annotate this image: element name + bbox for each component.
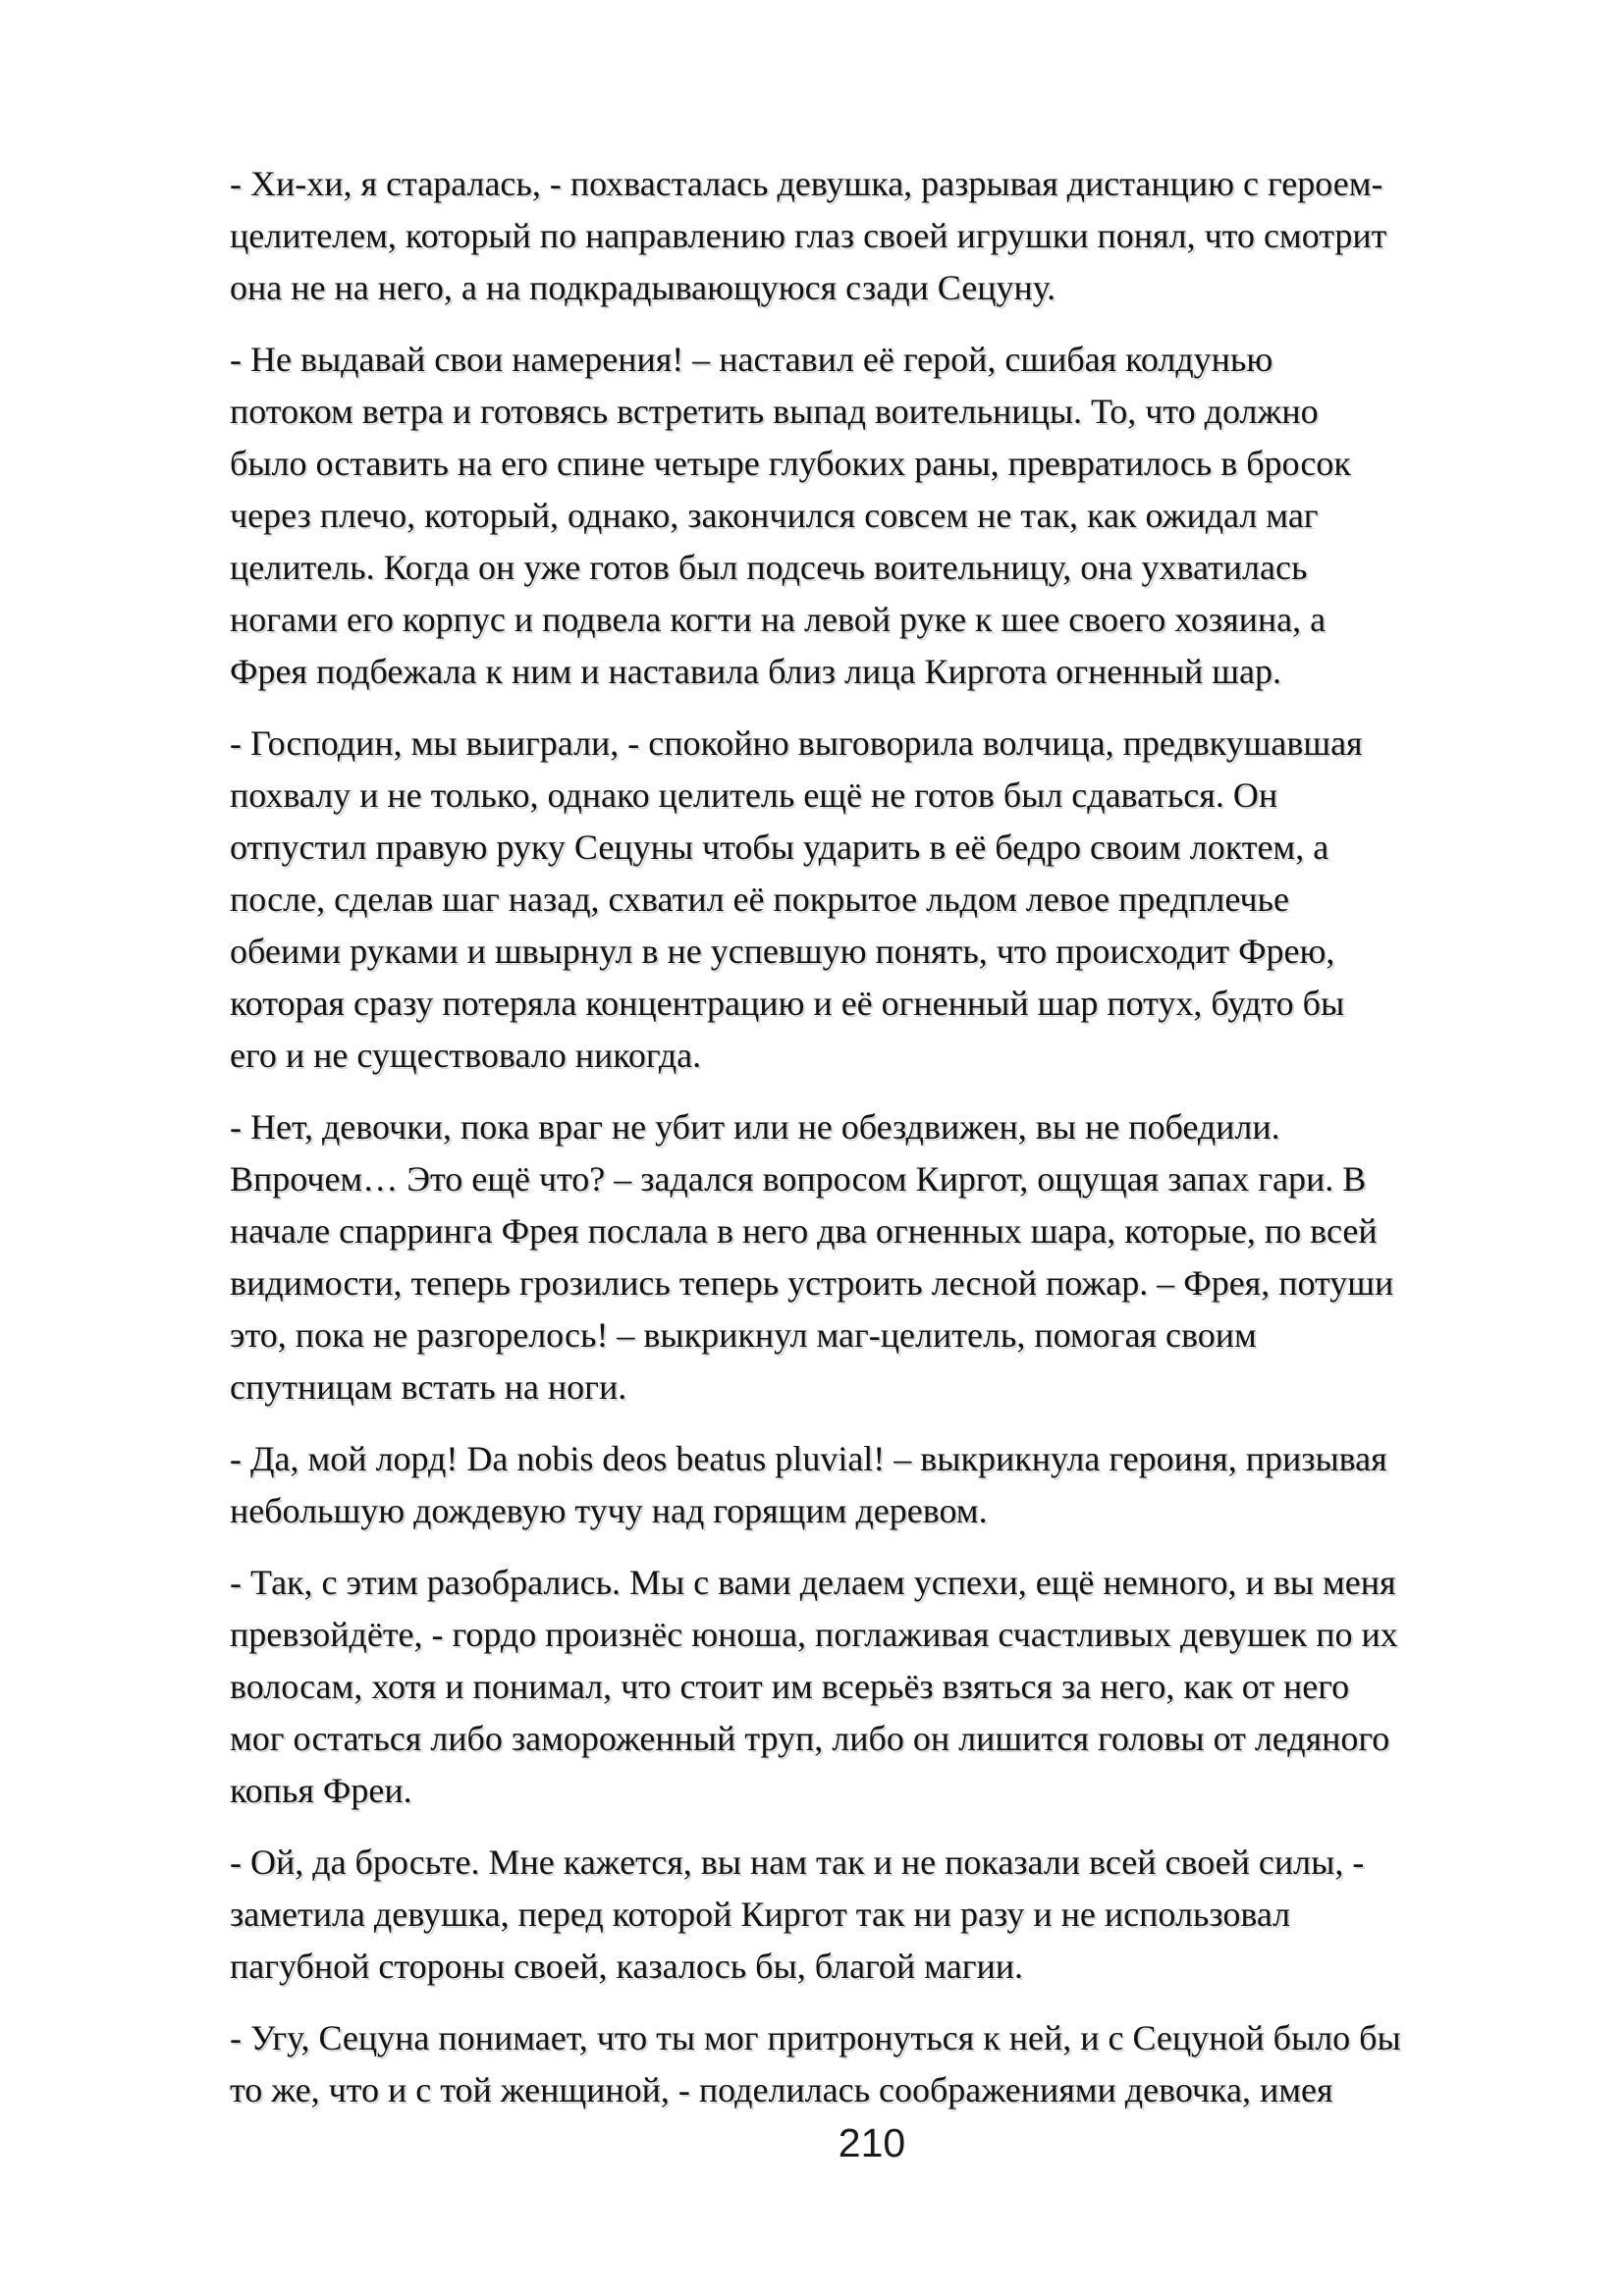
paragraph — [230, 1837, 1401, 1993]
text-line: копья Фреи. — [230, 1771, 412, 1810]
text-line: мог остаться либо замороженный труп, либо он лишится головы от ледяного — [230, 1719, 1390, 1758]
text-line: - Так, с этим разобрались. Мы с вами делаем успехи, ещё немного, и вы меня — [230, 1563, 1396, 1602]
page-number: 210 — [838, 2120, 906, 2165]
text-line: небольшую дождевую тучу над горящим деревом. — [230, 1491, 988, 1530]
text-line: целитель. Когда он уже готов был подсечь воительницу, она ухватилась — [230, 548, 1308, 587]
text-line: это, пока не разгорелось! – выкрикнул маг-целитель, помогая своим — [230, 1315, 1257, 1355]
text-line: потоком ветра и готовясь встретить выпад воительницы. То, что должно — [230, 392, 1319, 431]
paragraph — [230, 158, 1401, 314]
text-line: превзойдёте, - гордо произнёс юноша, поглаживая счастливых девушек по их — [230, 1615, 1398, 1654]
text-line: похвалу и не только, однако целитель ещё не готов был сдаваться. Он — [230, 775, 1278, 815]
text-line: через плечо, который, однако, закончился совсем не так, как ожидал маг — [230, 496, 1319, 535]
text-line: его и не существовало никогда. — [230, 1036, 702, 1075]
text-line: ногами его корпус и подвела когти на левой руке к шее своего хозяина, а — [230, 600, 1326, 639]
text-line: то же, что и с той женщиной, - поделилась соображениями девочка, имея — [230, 2070, 1333, 2109]
text-line: после, сделав шаг назад, схватил её покрытое льдом левое предплечье — [230, 880, 1289, 919]
text-line: волосам, хотя и понимал, что стоит им всерьёз взяться за него, как от него — [230, 1667, 1350, 1706]
text-line: заметила девушка, перед которой Киргот так ни разу и не использовал — [230, 1895, 1291, 1934]
text-line: начале спарринга Фрея послала в него два огненных шара, которые, по всей — [230, 1211, 1378, 1251]
text-line: обеими руками и швырнул в не успевшую понять, что происходит Фрею, — [230, 932, 1335, 971]
paragraph — [230, 718, 1401, 1082]
text-line: - Господин, мы выиграли, - спокойно выговорила волчица, предвкушавшая — [230, 723, 1363, 763]
paragraph — [230, 1557, 1401, 1817]
text-line: было оставить на его спине четыре глубоких раны, превратилось в бросок — [230, 444, 1351, 483]
text-line: отпустил правую руку Сецуны чтобы ударить в её бедро своим локтем, а — [230, 828, 1329, 867]
text-line: Фрея подбежала к ним и наставила близ лица Киргота огненный шар. — [230, 652, 1281, 691]
text-line: - Хи-хи, я старалась, - похвасталась девушка, разрывая дистанцию с героем- — [230, 164, 1383, 203]
text-line: - Да, мой лорд! Da nobis deos beatus pluvial! – выкрикнула героиня, призывая — [230, 1439, 1387, 1478]
text-line: - Нет, девочки, пока враг не убит или не обездвижен, вы не победили. — [230, 1107, 1280, 1147]
text-line: - Ой, да бросьте. Мне кажется, вы нам так и не показали всей своей силы, - — [230, 1842, 1365, 1882]
text-line: целителем, который по направлению глаз своей игрушки понял, что смотрит — [230, 216, 1387, 255]
paragraph — [230, 2012, 1401, 2116]
text-line: Впрочем… Это ещё что? – задался вопросом Киргот, ощущая запах гари. В — [230, 1159, 1367, 1199]
text-line: она не на него, а на подкрадывающуюся сзади Сецуну. — [230, 268, 1056, 307]
text-line: которая сразу потеряла концентрацию и её огненный шар потух, будто бы — [230, 984, 1345, 1023]
text-line: - Угу, Сецуна понимает, что ты мог притронуться к ней, и с Сецуной было бы — [230, 2018, 1401, 2057]
text-block — [230, 158, 1401, 2136]
paragraph — [230, 1101, 1401, 1414]
paragraph — [230, 1433, 1401, 1537]
text-line: пагубной стороны своей, казалось бы, благой магии. — [230, 1947, 1023, 1986]
paragraph — [230, 334, 1401, 698]
text-line: спутницам встать на ноги. — [230, 1367, 627, 1407]
text-line: - Не выдавай свои намерения! – наставил её герой, сшибая колдунью — [230, 340, 1273, 379]
text-line: видимости, теперь грозились теперь устроить лесной пожар. – Фрея, потуши — [230, 1263, 1394, 1303]
